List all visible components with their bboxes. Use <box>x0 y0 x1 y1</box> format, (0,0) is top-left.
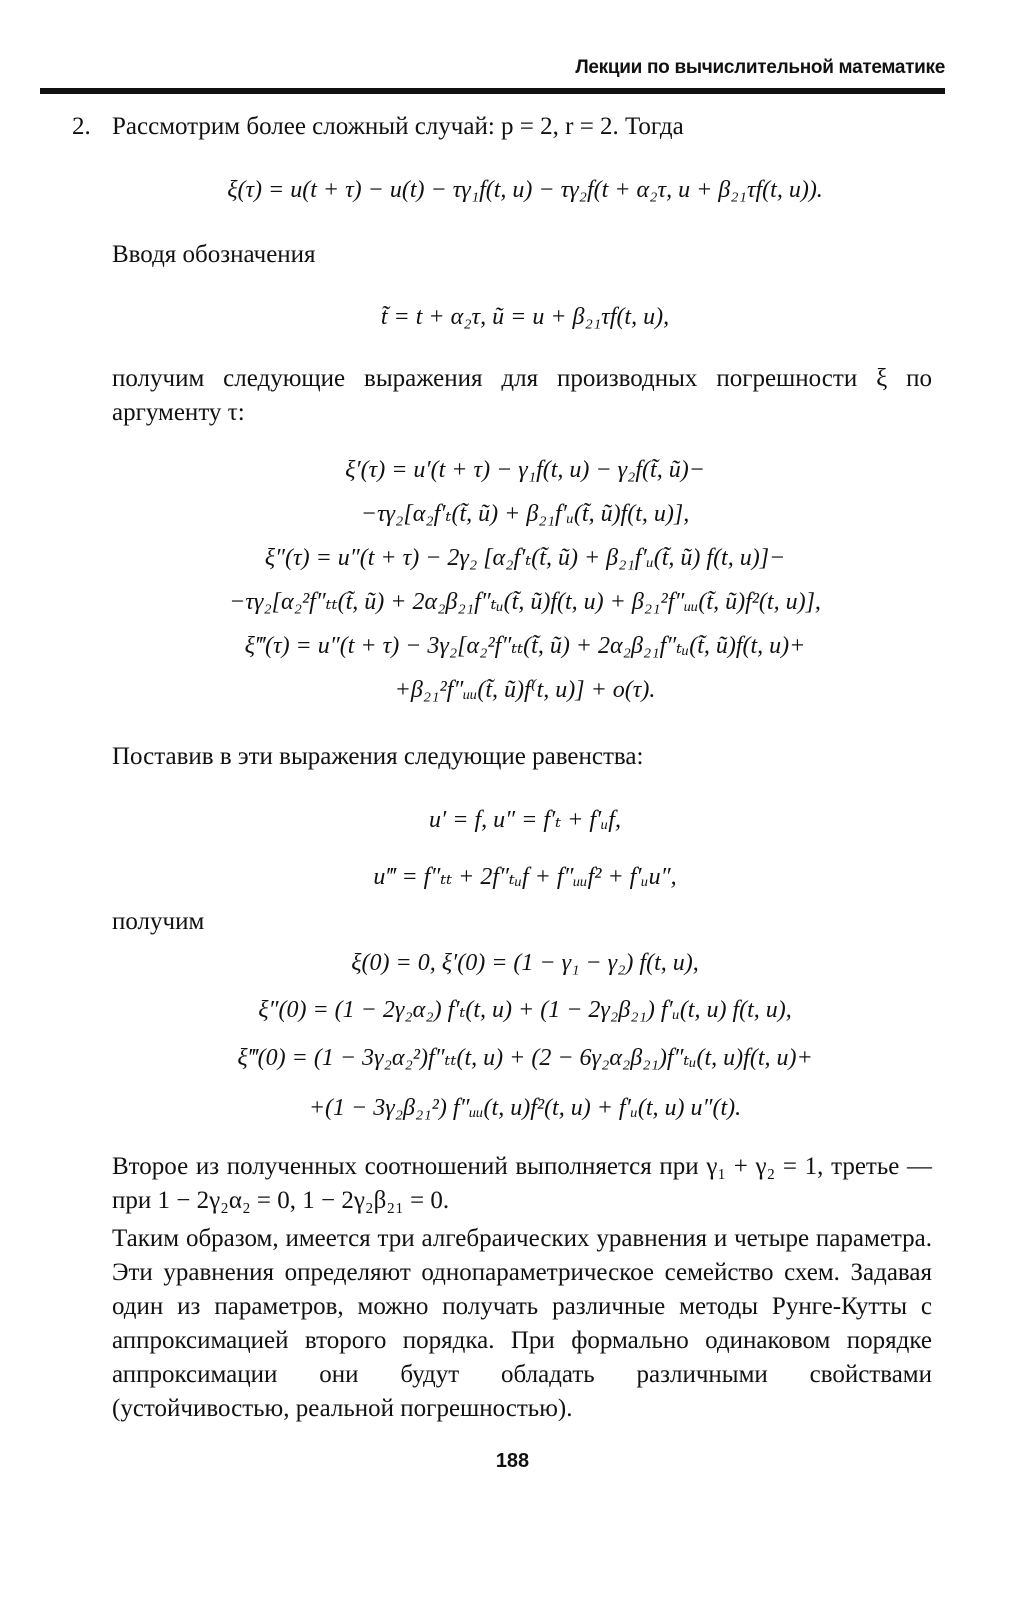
equation-second-derivative-line1: ξ″(τ) = u″(t + τ) − 2γ₂ [α₂f′ₜ(t̃, ũ) + β₂₁f′ᵤ(t̃, ũ) f(t, u)]− <box>264 545 786 571</box>
obtain-word: получим <box>112 908 205 935</box>
page-number: 188 <box>495 1450 530 1472</box>
equation-first-derivative-line1: ξ′(τ) = u′(t + τ) − γ₁f(t, u) − γ₂f(t̃, ũ)− <box>345 457 705 483</box>
equation-third-derivative-line1: ξ‴(τ) = u″(t + τ) − 3γ₂[α₂²f″ₜₜ(t̃, ũ) + 2α₂β₂₁f″ₜᵤ(t̃, ũ)f(t, u)+ <box>244 633 806 659</box>
substitution-intro: Поставив в эти выражения следующие равенства: <box>112 743 644 770</box>
item-number: 2. <box>72 113 91 140</box>
conclusion-paragraph: Таким образом, имеется три алгебраических уравнения и четыре параметра. Эти уравнения определяют однопараметрическое семейство схем. Задавая один из параметров, можно получать различные методы Рунге-Кутты с аппроксимацией второго порядка. При формально одинаковом порядке аппроксимации они будут обладать различными свойствами (устойчивостью, реальной погрешностью). <box>112 1225 932 1422</box>
equation-substitution-1: u′ = f, u″ = f′ₜ + f′ᵤf, <box>429 807 621 833</box>
equation-result-2: ξ″(0) = (1 − 2γ₂α₂) f′ₜ(t, u) + (1 − 2γ₂β₂₁) f′ᵤ(t, u) f(t, u), <box>258 997 792 1023</box>
header-rule <box>40 88 945 94</box>
conditions-paragraph: Второе из полученных соотношений выполняется при γ₁ + γ₂ = 1, третье — при 1 − 2γ₂α₂ = 0, 1 − 2γ₂β₂₁ = 0. <box>112 1153 932 1214</box>
derivatives-intro: получим следующие выражения для производных погрешности ξ по аргументу τ: <box>112 365 932 426</box>
notation-intro: Вводя обозначения <box>112 241 316 268</box>
equation-result-3: ξ‴(0) = (1 − 3γ₂α₂²)f″ₜₜ(t, u) + (2 − 6γ₂α₂β₂₁)f″ₜᵤ(t, u)f(t, u)+ <box>237 1045 813 1071</box>
equation-notation: t̃ = t + α₂τ, ũ = u + β₂₁τf(t, u), <box>380 304 670 330</box>
equation-result-1: ξ(0) = 0, ξ′(0) = (1 − γ₁ − γ₂) f(t, u), <box>351 950 699 976</box>
running-header: Лекции по вычислительной математике <box>575 57 945 78</box>
equation-second-derivative-line2: −τγ₂[α₂²f″ₜₜ(t̃, ũ) + 2α₂β₂₁f″ₜᵤ(t̃, ũ)f(t, u) + β₂₁²f″ᵤᵤ(t̃, ũ)f²(t, u)], <box>229 589 821 615</box>
equation-first-derivative-line2: −τγ₂[α₂f′ₜ(t̃, ũ) + β₂₁f′ᵤ(t̃, ũ)f(t, u)], <box>360 501 690 527</box>
equation-third-derivative-line2: +β₂₁²f″ᵤᵤ(t̃, ũ)f⁽t, u)] + o(τ). <box>394 677 656 703</box>
equation-xi-tau: ξ(τ) = u(t + τ) − u(t) − τγ₁f(t, u) − τγ₂f(t + α₂τ, u + β₂₁τf(t, u)). <box>227 177 823 203</box>
item-intro: Рассмотрим более сложный случай: p = 2, r = 2. Тогда <box>112 113 684 140</box>
equation-result-4: +(1 − 3γ₂β₂₁²) f″ᵤᵤ(t, u)f²(t, u) + f′ᵤ(t, u) u″(t). <box>308 1095 742 1121</box>
equation-substitution-2: u‴ = f″ₜₜ + 2f″ₜᵤf + f″ᵤᵤf² + f′ᵤu″, <box>373 864 677 890</box>
